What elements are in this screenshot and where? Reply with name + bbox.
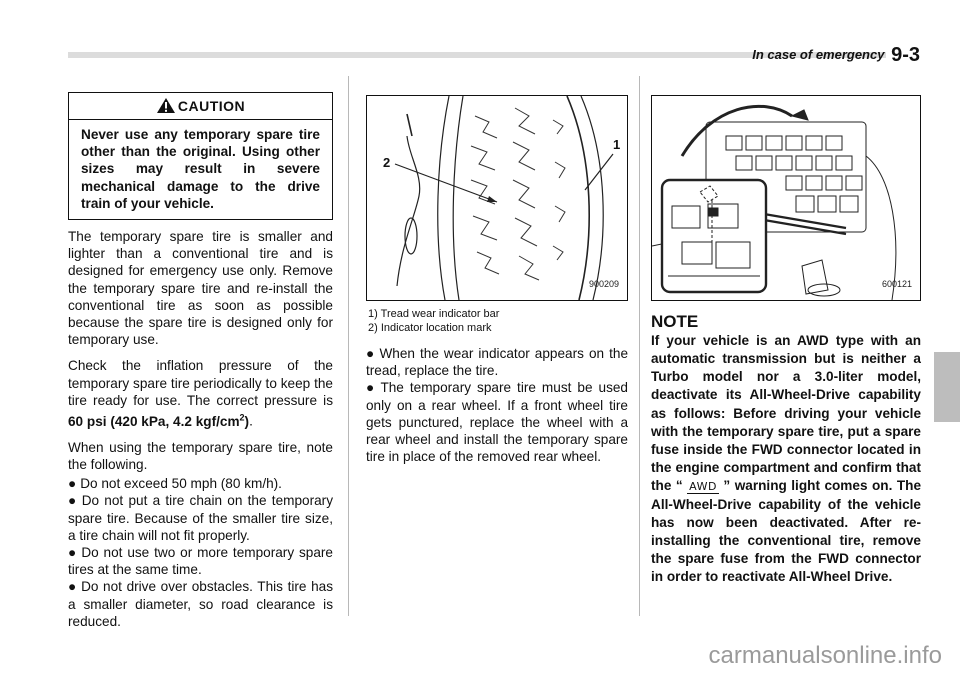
watermark: carmanualsonline.info (708, 642, 942, 669)
caution-header (69, 93, 332, 120)
callout-label-1: 1 (613, 137, 621, 152)
note-heading: NOTE (651, 312, 699, 331)
caution-text: Never use any temporary spare tire other than the original. Using other sizes may result in severe mechanical damage to the drive train of your vehicle. (81, 127, 320, 211)
page-number: 9-3 (891, 44, 920, 66)
list-item-text: Do not exceed 50 mph (80 km/h). (80, 476, 282, 492)
figure-number: 600121 (881, 278, 912, 289)
caution-title: CAUTION (177, 98, 246, 114)
list-item-text: Do not use two or more temporary spare tires at the same time. (68, 545, 333, 578)
pressure-close: ) (244, 413, 250, 429)
page-header (752, 44, 920, 67)
list-item: ● When the wear indicator appears on the tread, replace the tire. (366, 346, 628, 379)
list-item: ● Do not put a tire chain on the temporary spare tire. Because of the smaller tire size, a tire chain will not fit properly. (68, 493, 333, 543)
paragraph: When using the temporary spare tire, note the following. (68, 439, 333, 472)
list-item-text: Do not put a tire chain on the temporary spare tire. Because of the smaller tire size, a tire chain will not fit properly. (68, 493, 333, 543)
warning-triangle-icon (156, 97, 176, 114)
callout-label-2: 2 (383, 155, 391, 170)
column-divider (348, 76, 349, 616)
caption-item: 2) Indicator location mark (368, 322, 492, 334)
left-column (68, 92, 333, 630)
right-column (651, 95, 921, 596)
caption-item: 1) Tread wear indicator bar (368, 308, 500, 320)
pressure-value (68, 414, 249, 429)
list-item: ● Do not use two or more temporary spare tires at the same time. (68, 545, 333, 578)
pressure-value-text: 60 psi (420 kPa, 4.2 kgf/cm (68, 413, 240, 429)
pressure-paragraph (68, 357, 333, 429)
note-text (651, 332, 921, 586)
column-divider (639, 76, 640, 616)
fuse-box-illustration (652, 96, 920, 300)
list-item-text: Do not drive over obstacles. This tire has a smaller diameter, so road clearance is reduced. (68, 579, 334, 629)
section-title: In case of emergency (752, 47, 885, 62)
pressure-end: . (249, 413, 253, 429)
list-item: ● Do not exceed 50 mph (80 km/h). (68, 476, 282, 492)
note-text-part: If your vehicle is an AWD type with an automatic transmission but is neither a Turbo model nor a 3.0-liter model, deactivate its All-Wheel-Drive capability as follows: Before driving your vehicle with the temporary spare tire, put a spare fuse inside the FWD connector located in the engine compartment and confirm that the “ (651, 333, 921, 493)
chapter-tab (934, 352, 960, 422)
caution-box (68, 92, 333, 220)
list-item-text: When the wear indicator appears on the tread, replace the tire. (366, 346, 628, 379)
paragraph: The temporary spare tire is smaller and lighter than a conventional tire and is designed for emergency use only. Remove the temporary spare tire and re-install the conventional tire as soon as possible because the spare tire is designed only for temporary use. (68, 229, 333, 348)
list-item-text: The temporary spare tire must be used only on a rear wheel. If a front wheel tire gets punctured, replace the wheel with a rear wheel and install the temporary spare tire in place of the removed rear wheel. (366, 380, 628, 465)
pressure-text: Check the inflation pressure of the temporary spare tire periodically to keep the tire ready for use. The correct pressure is (68, 358, 333, 408)
tire-tread-illustration (367, 96, 627, 300)
figure-number: 900209 (588, 278, 619, 289)
middle-column (366, 95, 628, 465)
note-text-part: ” warning light comes on. The All-Wheel-Drive capability of the vehicle has now been deactivated. After re-installing the conventional tire, remove the spare fuse from the FWD connector in order to reactivate All-Wheel Drive. (651, 477, 922, 585)
tire-tread-figure (366, 95, 628, 301)
list-item: ● Do not drive over obstacles. This tire has a smaller diameter, so road clearance is reduced. (68, 579, 334, 629)
list-item: ● The temporary spare tire must be used only on a rear wheel. If a front wheel tire gets punctured, replace the wheel with a rear wheel and install the temporary spare tire in place of the removed rear wheel. (366, 380, 628, 465)
figure-caption (368, 307, 628, 335)
awd-warning-symbol: AWD (689, 479, 717, 493)
engine-compartment-figure (651, 95, 921, 301)
pressure-superscript: 2 (239, 412, 245, 423)
